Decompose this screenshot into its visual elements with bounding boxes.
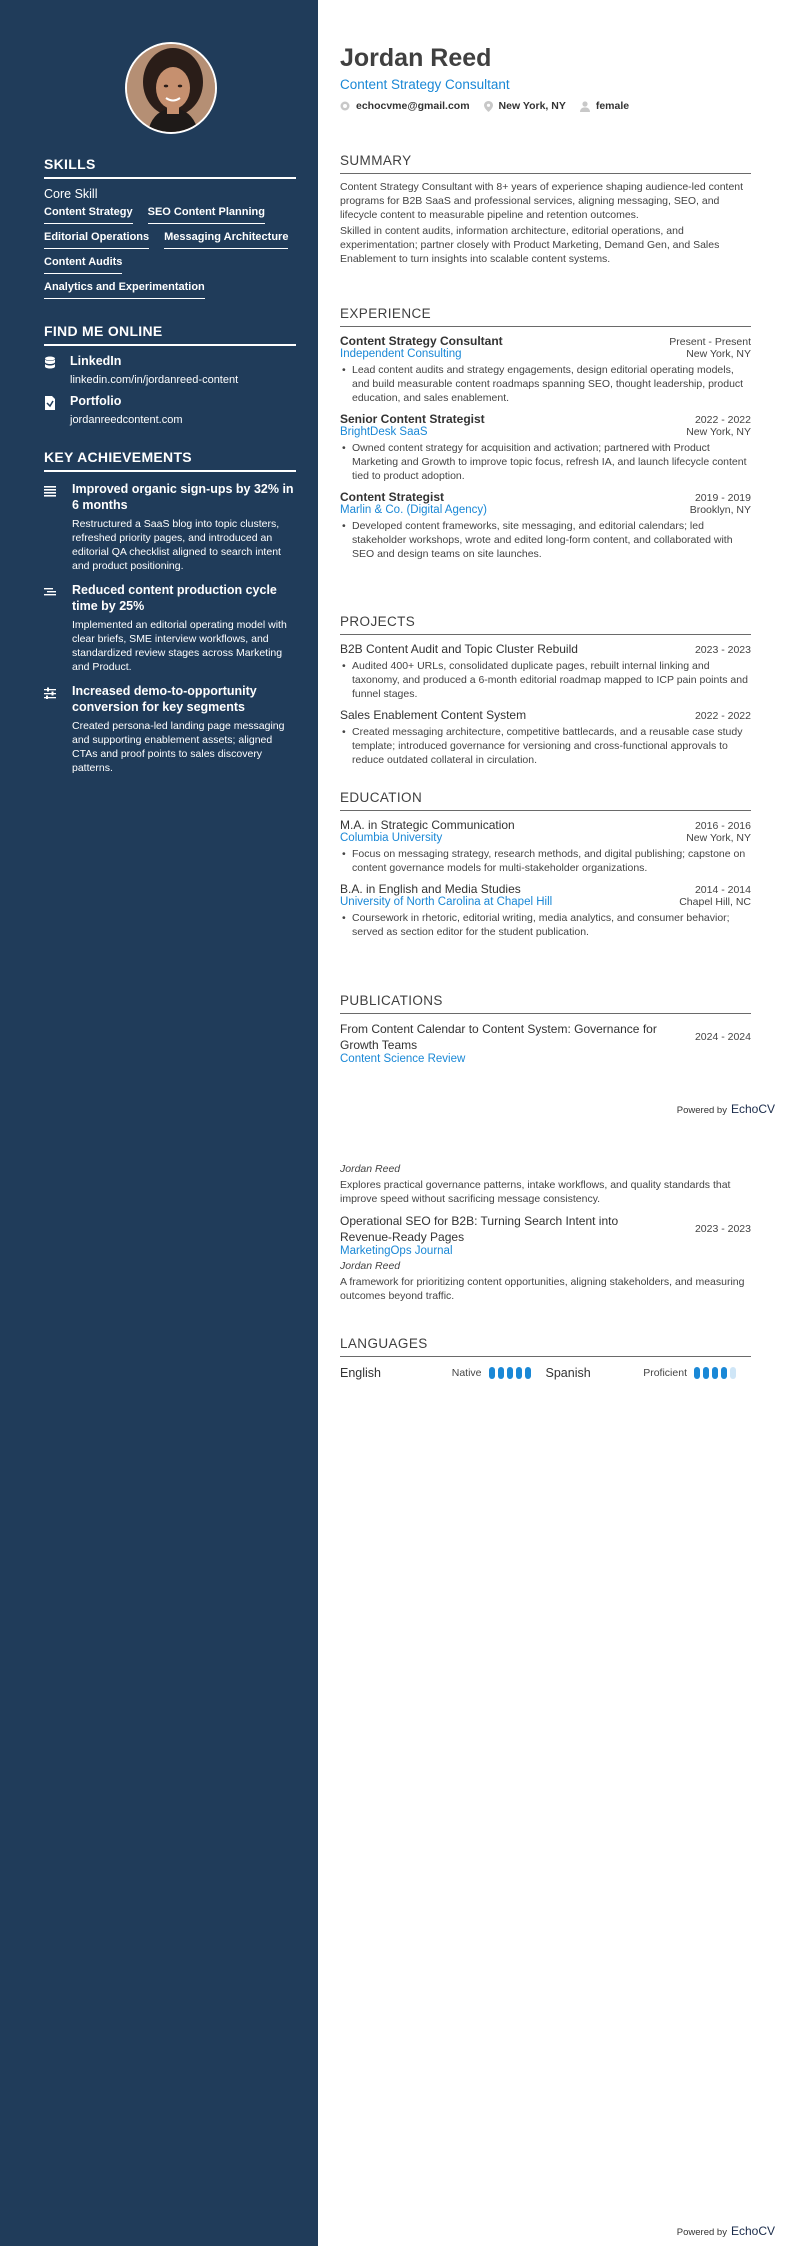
skill-chip: Content Strategy [44,206,133,224]
experience-entry [340,334,751,405]
main-content [318,0,794,2246]
brand-logo[interactable]: EchoCV [730,1102,775,1116]
rating-dots [489,1367,534,1379]
entry-bullet: • Lead content audits and strategy engagements, design editorial operating models, and build measurable content roadmaps spanning SEO, thought leadership, product education, and sales enablement. [352,363,751,405]
experience-entry [340,412,751,483]
entry-org: Columbia University [340,832,443,844]
entry-date: 2019 - 2019 [694,492,751,504]
entry-date: Present - Present [669,336,751,348]
entry-org: BrightDesk SaaS [340,426,428,438]
language-name: Spanish [545,1366,591,1380]
education-heading: EDUCATION [340,790,751,811]
languages-heading: LANGUAGES [340,1336,751,1357]
publication-entry [340,1213,751,1303]
summary-heading: SUMMARY [340,153,751,174]
achievements-section [44,449,296,775]
location-pin-icon [484,101,493,112]
entry-title: B.A. in English and Media Studies [340,882,521,896]
language-level: Native [451,1367,482,1379]
entry-author: Jordan Reed [340,1163,401,1175]
contact-email[interactable] [340,100,470,112]
project-entry [340,708,751,767]
rating-dot [730,1367,736,1379]
online-url-link[interactable]: jordanreedcontent.com [70,414,183,426]
lines-icon [44,582,72,674]
sidebar [0,0,318,2246]
achievements-heading: KEY ACHIEVEMENTS [44,449,296,472]
achievement-item [44,481,296,573]
entry-title: Content Strategy Consultant [340,334,503,348]
rating-dot [525,1367,531,1379]
rating-dot [712,1367,718,1379]
location-text: New York, NY [498,100,566,112]
entry-author: Jordan Reed [340,1260,401,1272]
entry-bullet: • Created messaging architecture, competitive battlecards, and a reusable case study template; introduced governance for versioning and cross-functional approvals to reduce outdated collateral in circulation. [352,725,751,767]
entry-title: Senior Content Strategist [340,412,485,426]
rating-dot [489,1367,495,1379]
summary-paragraph: Skilled in content audits, information architecture, editorial operations, and experimentation; partner closely with Product Marketing, Demand Gen, and Sales Enablement to turn insights into scalable content systems. [340,225,720,265]
experience-section [340,306,751,561]
entry-location: New York, NY [686,348,751,360]
rating-dot [703,1367,709,1379]
entry-desc: Explores practical governance patterns, intake workflows, and quality standards that improve speed without sacrificing message consistency. [340,1179,731,1205]
language-name: English [340,1366,381,1380]
achievement-desc: Created persona-led landing page messaging and supporting enablement assets; aligned CTAs and proof points to sales discovery patterns. [72,720,285,774]
rating-dots [694,1367,739,1379]
entry-org: Marlin & Co. (Digital Agency) [340,504,487,516]
database-icon [44,354,70,386]
achievement-title: Reduced content production cycle time by 25% [72,583,277,613]
skill-chip: Content Audits [44,256,122,274]
online-section [44,323,296,426]
language-item [340,1366,546,1380]
entry-date: 2022 - 2022 [694,710,751,722]
project-entry [340,642,751,701]
candidate-name: Jordan Reed [340,44,492,72]
entry-date: 2016 - 2016 [694,820,751,832]
contact-gender [580,100,629,112]
entry-org: University of North Carolina at Chapel Hill [340,896,553,908]
projects-heading: PROJECTS [340,614,751,635]
powered-by-footer [677,2224,775,2238]
rating-dot [516,1367,522,1379]
language-item [546,1366,752,1380]
entry-bullet: • Owned content strategy for acquisition and activation; partnered with Product Marketing and Growth to improve topic focus, refresh IA, and launch lifecycle content tied to product adoption. [352,441,751,483]
entry-org: Independent Consulting [340,348,462,360]
online-item-portfolio[interactable] [44,394,296,426]
summary-paragraph: Content Strategy Consultant with 8+ years of experience shaping audience-led content programs for B2B SaaS and professional services, aligning messaging, SEO, and lifecycle content to measurable pipeline and retention outcomes. [340,181,744,221]
powered-by-text: Powered by [676,1105,727,1116]
entry-title: B2B Content Audit and Topic Cluster Rebuild [340,642,578,656]
list-icon [44,481,72,573]
email-text: echocvme@gmail.com [356,100,470,112]
achievement-desc: Implemented an editorial operating model with clear briefs, SME interview workflows, and standardized review stages across Marketing and Product. [72,619,287,673]
entry-org: Content Science Review [340,1053,466,1065]
achievement-desc: Restructured a SaaS blog into topic clusters, refreshed priority pages, and introduced an editorial QA checklist aligned to search intent and product positioning. [72,518,281,572]
candidate-title: Content Strategy Consultant [340,77,510,92]
rating-dot [507,1367,513,1379]
achievement-title: Improved organic sign-ups by 32% in 6 months [72,482,294,512]
avatar [125,42,217,134]
languages-section [340,1336,751,1380]
brand-logo[interactable]: EchoCV [730,2224,775,2238]
entry-date: 2023 - 2023 [694,1223,751,1235]
sliders-icon [44,683,72,775]
skills-section [44,156,296,299]
entry-bullet: • Audited 400+ URLs, consolidated duplicate pages, rebuilt internal linking and taxonomy, and produced a 6-month editorial roadmap mapped to ICP pain points and funnel stages. [352,659,751,701]
experience-heading: EXPERIENCE [340,306,751,327]
contact-location [484,100,566,112]
skill-chip: SEO Content Planning [148,206,265,224]
skill-chip: Messaging Architecture [164,231,288,249]
achievement-item [44,582,296,674]
entry-location: New York, NY [686,832,751,844]
entry-date: 2023 - 2023 [694,644,751,656]
powered-by-text: Powered by [676,2227,727,2238]
entry-location: Chapel Hill, NC [679,896,751,908]
education-entry [340,818,751,875]
achievement-item [44,683,296,775]
powered-by-footer [677,1102,775,1116]
entry-date: 2014 - 2014 [694,884,751,896]
languages-list [340,1366,751,1380]
entry-bullet: • Developed content frameworks, site messaging, and editorial calendars; led stakeholder workshops, wrote and edited long-form content, and collaborated with SEO and design teams on site launches. [352,519,751,561]
document-icon [44,394,70,426]
rating-dot [498,1367,504,1379]
contact-row [340,100,643,112]
education-section [340,790,751,939]
entry-bullet: • Coursework in rhetoric, editorial writing, media analytics, and consumer behavior; served as section editor for the student publication. [352,911,751,939]
skill-chip: Editorial Operations [44,231,149,249]
entry-bullet: • Focus on messaging strategy, research methods, and digital publishing; capstone on content governance models for multi-stakeholder organizations. [352,847,751,875]
language-level: Proficient [643,1367,687,1379]
online-name: LinkedIn [70,354,122,368]
entry-title: M.A. in Strategic Communication [340,818,515,832]
entry-title: Operational SEO for B2B: Turning Search Intent into Revenue-Ready Pages [340,1214,619,1244]
publications-heading: PUBLICATIONS [340,993,751,1014]
publications-continued [340,1163,751,1303]
achievement-title: Increased demo-to-opportunity conversion for key segments [72,684,257,714]
rating-dot [721,1367,727,1379]
person-icon [580,101,590,112]
online-heading: FIND ME ONLINE [44,323,296,346]
online-url-link[interactable]: linkedin.com/in/jordanreed-content [70,374,239,386]
entry-desc: A framework for prioritizing content opportunities, aligning stakeholders, and measuring outcomes beyond traffic. [340,1276,745,1302]
entry-title: Content Strategist [340,490,445,504]
skill-chip: Analytics and Experimentation [44,281,205,299]
education-entry [340,882,751,939]
core-skill-label: Core Skill [44,187,98,201]
skill-chips [44,206,296,299]
projects-section [340,614,751,767]
skills-heading: SKILLS [44,156,296,179]
entry-date: 2024 - 2024 [694,1031,751,1043]
experience-entry [340,490,751,561]
entry-location: New York, NY [686,426,751,438]
online-name: Portfolio [70,394,122,408]
online-item-linkedin[interactable] [44,354,296,386]
rating-dot [694,1367,700,1379]
summary-section [340,153,751,266]
publication-entry [340,1021,751,1065]
entry-location: Brooklyn, NY [689,504,751,516]
entry-org: MarketingOps Journal [340,1245,453,1257]
entry-title: Sales Enablement Content System [340,708,527,722]
publications-section [340,993,751,1065]
at-icon [340,101,350,111]
entry-title: From Content Calendar to Content System: Governance for Growth Teams [340,1022,657,1052]
entry-date: 2022 - 2022 [694,414,751,426]
gender-text: female [595,100,630,112]
